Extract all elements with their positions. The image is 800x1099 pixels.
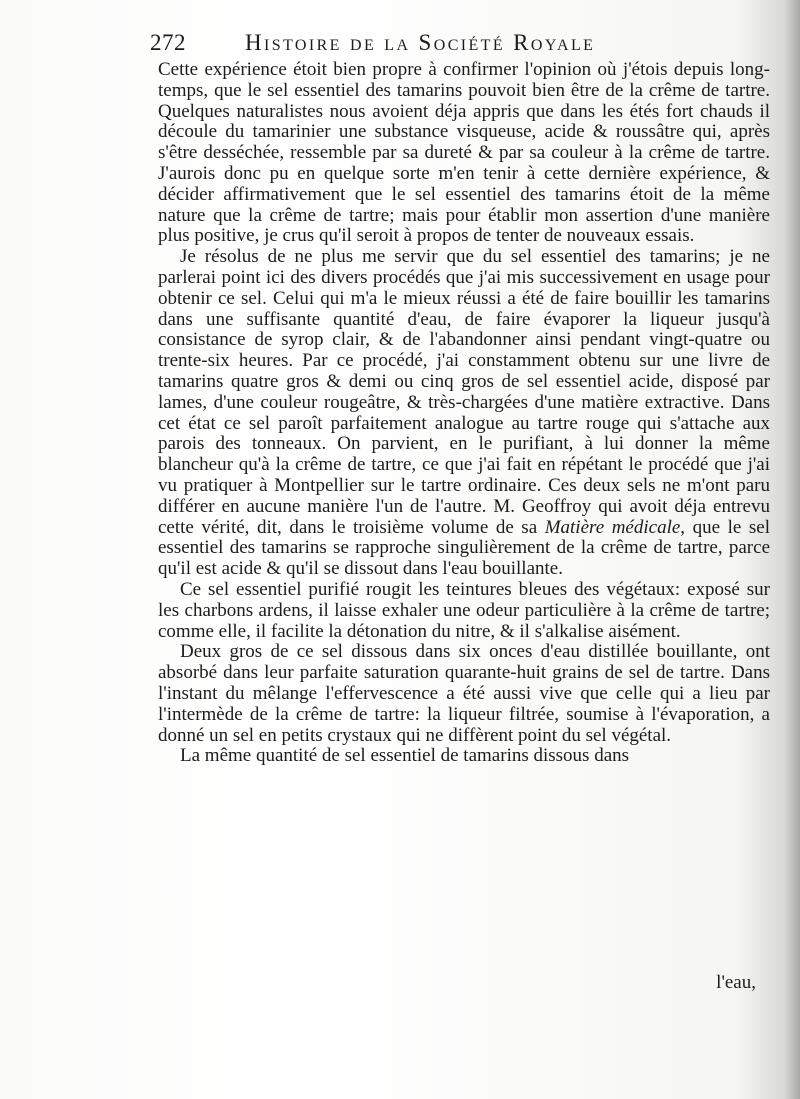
paragraph-4: Deux gros de ce sel dissous dans six onces d'eau distillée bouillante, ont absorbé dans leur parfaite saturation quarante-huit grains de sel de tartre. Dans l'instant du mêlange l'effervescence a été aussi vive que celle qui a lieu par l'intermède de la crême de tartre: la liqueur filtrée, soumise à l'évaporation, a donné un sel en petits crystaux qui ne diffèrent point du sel végétal. [158,641,770,746]
running-title: Histoire de la Société Royale [245,30,596,55]
page-number: 272 [150,30,186,55]
cited-work-title: Matière médicale [544,516,681,538]
paragraph-2: Je résolus de ne plus me servir que du sel essentiel des tamarins; je ne parlerai point ici des divers procédés que j'ai mis successivement en usage pour obtenir ce sel. Celui qui m'a le mieux réussi a été de faire bouillir les tamarins dans une suffisante quantité d'eau, de faire évaporer la liqueur jusqu'à consistance de syrop clair, & de l'abandonner ainsi pendant vingt-quatre ou trente-six heures. Par ce procédé, j'ai constamment obtenu sur une livre de tamarins quatre gros & demi ou cinq gros de sel essentiel acide, disposé par lames, d'une couleur rougeâtre, & très-chargées d'une matière extractive. Dans cet état ce sel paroît parfaitement analogue au tartre rouge qui s'attache aux parois des tonneaux. On parvient, en le purifiant, à lui donner la même blancheur qu'à la crême de tartre, ce que j'ai fait en répétant le procédé que j'ai vu pratiquer à Montpellier sur le tartre ordinaire. Ces deux sels ne m'ont paru différer en aucune manière l'un de l'autre. M. Geoffroy qui avoit déja entrevu cette vérité, dit, dans le troisième volume de sa Matière médicale, que le sel essentiel des tamarins se rapproche singulièrement de la crême de tartre, parce qu'il est acide & qu'il se dissout dans l'eau bouillante. [158,246,770,580]
paragraph-3: Ce sel essentiel purifié rougit les teintures bleues des végétaux: exposé sur les charbons ardens, il laisse exhaler une odeur particulière à la crême de tartre; comme elle, il facilite la détonation du nitre, & il s'alkalise aisément. [158,578,770,642]
paragraph-5: La même quantité de sel essentiel de tamarins dissous dans [180,745,630,767]
catchword: l'eau, [716,972,756,993]
body-text [158,60,770,767]
page-header [150,30,680,58]
paragraph-1: Cette expérience étoit bien propre à confirmer l'opinion où j'étois depuis long-temps, que le sel essentiel des tamarins pouvoit bien être de la crême de tartre. Quelques naturalistes nous avoient déja appris que dans les étés fort chauds il découle du tamarinier une substance visqueuse, acide & roussâtre qui, après s'être desséchée, ressemble par sa dureté & par sa couleur à la crême de tartre. J'aurois donc pu en quelque sorte m'en tenir à cette dernière expérience, & décider affirmativement que le sel essentiel des tamarins étoit de la même nature que la crême de tartre; mais pour établir mon assertion d'une manière plus positive, je crus qu'il seroit à propos de tenter de nouveaux essais. [158,59,770,247]
